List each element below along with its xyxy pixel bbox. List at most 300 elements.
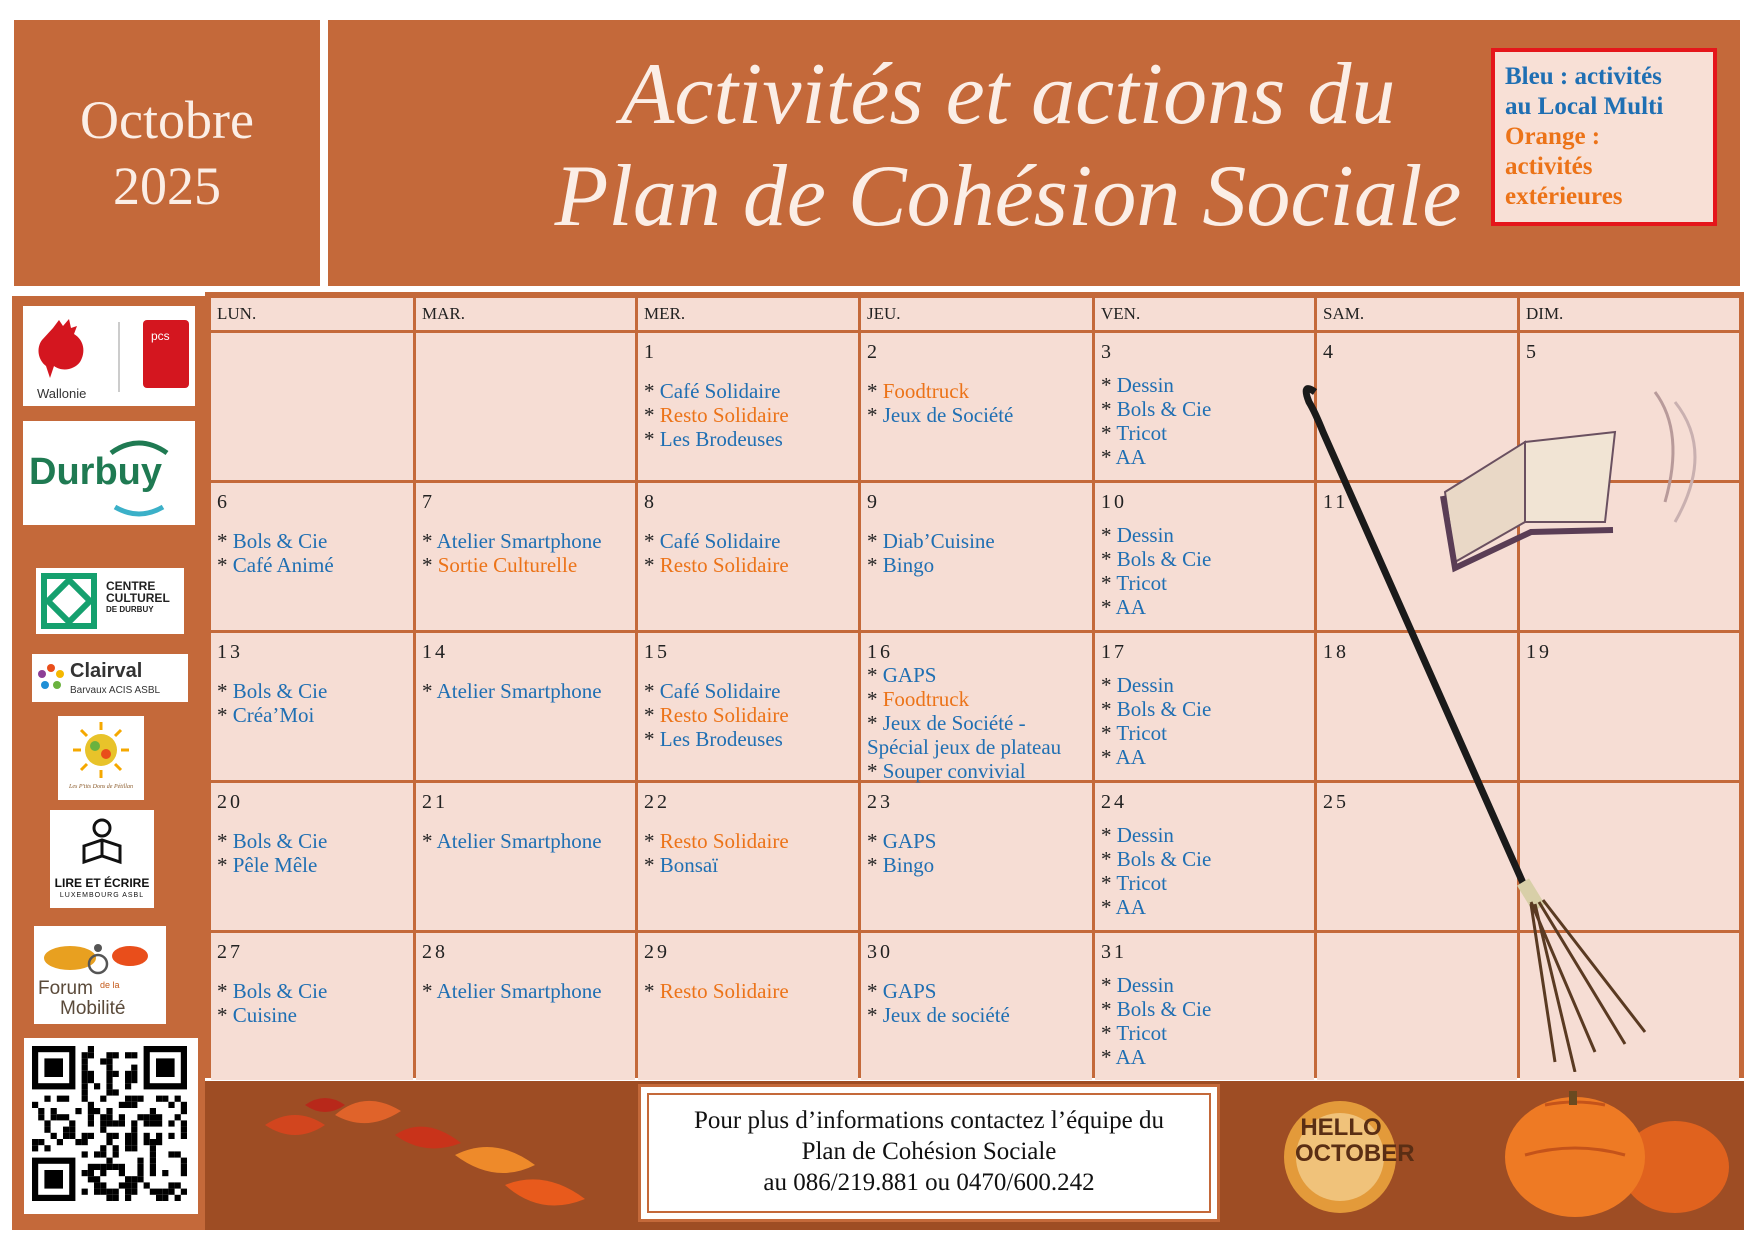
bullet-star: *	[867, 1003, 883, 1027]
activity-item	[217, 553, 334, 577]
activity-item	[1101, 523, 1211, 547]
legend-blue-line-2: au Local Multi	[1505, 93, 1664, 120]
weekday-header: VEN.	[1095, 298, 1314, 330]
activity-local: Atelier Smartphone	[436, 829, 602, 853]
day-number: 18	[1323, 641, 1349, 663]
witch-broom-book-illustration	[1295, 372, 1735, 1072]
bullet-star: *	[867, 529, 883, 553]
calendar-day-cell[interactable]	[638, 333, 858, 480]
bullet-star: *	[1101, 595, 1116, 619]
legend-orange-line-1: Orange :	[1505, 123, 1601, 150]
bullet-star: *	[1101, 871, 1117, 895]
centre-culturel-line-1: CENTRE	[106, 579, 156, 593]
legend-orange-line-3: extérieures	[1505, 183, 1623, 210]
activity-list	[644, 679, 789, 751]
bullet-star: *	[1101, 673, 1117, 697]
calendar-day-cell[interactable]	[1095, 933, 1314, 1080]
activity-list	[422, 529, 602, 577]
weekday-header-row	[211, 298, 1739, 330]
calendar-day-cell[interactable]	[416, 483, 635, 630]
bullet-star: *	[1101, 823, 1117, 847]
calendar-day-cell[interactable]	[638, 483, 858, 630]
day-number: 2	[867, 341, 880, 363]
bullet-star: *	[867, 711, 883, 735]
day-number: 16	[867, 641, 893, 663]
activity-item	[217, 703, 327, 727]
activity-item	[217, 1003, 327, 1027]
activity-item	[422, 679, 602, 703]
bullet-star: *	[867, 553, 883, 577]
activity-local: Tricot	[1116, 421, 1167, 445]
activity-local: Jeux de Société	[882, 403, 1014, 427]
day-number: 4	[1323, 341, 1336, 363]
activity-local: Bingo	[882, 853, 935, 877]
bullet-star: *	[422, 529, 437, 553]
calendar-day-cell[interactable]	[1095, 483, 1314, 630]
day-number: 14	[422, 641, 448, 663]
bullet-star: *	[644, 403, 660, 427]
activity-local: Bols & Cie	[232, 529, 328, 553]
activity-outdoor: Resto Solidaire	[659, 403, 789, 427]
activity-item	[1101, 823, 1211, 847]
activity-outdoor: Sortie Culturelle	[437, 553, 578, 577]
bullet-star: *	[217, 853, 233, 877]
bullet-star: *	[644, 727, 660, 751]
day-number: 24	[1101, 791, 1127, 813]
activity-item	[867, 711, 1061, 735]
calendar-day-cell[interactable]	[416, 633, 635, 780]
calendar-day-cell[interactable]	[1095, 783, 1314, 930]
activity-item	[867, 853, 936, 877]
activity-outdoor: Resto Solidaire	[659, 703, 789, 727]
activity-item	[217, 853, 327, 877]
activity-list	[644, 829, 789, 877]
activity-local: Bols & Cie	[1116, 397, 1212, 421]
clairval-label: Clairval	[70, 660, 143, 682]
activity-item	[867, 829, 936, 853]
activity-local: Les Brodeuses	[659, 427, 783, 451]
bullet-star: *	[644, 529, 660, 553]
activity-local: AA	[1115, 595, 1146, 619]
activity-list	[1101, 373, 1211, 469]
activity-item	[1101, 673, 1211, 697]
activity-list	[867, 829, 936, 877]
weekday-header: LUN.	[211, 298, 413, 330]
bullet-star: *	[422, 979, 437, 1003]
activity-item	[644, 703, 789, 727]
mobilite-label: Mobilité	[60, 998, 126, 1019]
calendar-day-cell[interactable]	[861, 483, 1092, 630]
activity-local: Tricot	[1116, 721, 1167, 745]
activity-list	[644, 529, 789, 577]
svg-text:pcs: pcs	[151, 329, 170, 343]
activity-item	[867, 553, 995, 577]
bullet-star: *	[1101, 421, 1117, 445]
activity-item	[644, 427, 789, 451]
activity-list	[1101, 823, 1211, 919]
activity-list	[217, 829, 327, 877]
activity-local: Diab’Cuisine	[882, 529, 995, 553]
day-number: 3	[1101, 341, 1114, 363]
centre-culturel-icon	[40, 572, 98, 630]
bullet-star: *	[1101, 547, 1117, 571]
calendar-day-cell[interactable]	[211, 783, 413, 930]
calendar-day-cell[interactable]	[1095, 333, 1314, 480]
autumn-leaves-icon	[245, 1085, 625, 1225]
activity-local: Bols & Cie	[232, 829, 328, 853]
activity-local: GAPS	[882, 663, 937, 687]
day-number: 20	[217, 791, 243, 813]
activity-item	[644, 829, 789, 853]
wallonie-label: Wallonie	[37, 386, 87, 401]
lire-ecrire-line-1: LIRE ET ÉCRIRE	[54, 876, 150, 890]
activity-local: AA	[1115, 895, 1146, 919]
bullet-star: *	[217, 703, 233, 727]
activity-item	[867, 1003, 1010, 1027]
weekday-header: MER.	[638, 298, 858, 330]
weekday-header: MAR.	[416, 298, 635, 330]
bullet-star: *	[1101, 373, 1117, 397]
bullet-star: *	[867, 829, 883, 853]
bullet-star: *	[217, 1003, 233, 1027]
centre-culturel-line-3: DE DURBUY	[106, 605, 154, 614]
activity-local: Bols & Cie	[1116, 847, 1212, 871]
calendar-day-cell[interactable]	[416, 783, 635, 930]
activity-local: Bols & Cie	[1116, 547, 1212, 571]
clairval-subtitle: Barvaux ACIS ASBL	[70, 685, 161, 696]
day-number: 29	[644, 941, 670, 963]
activity-item	[217, 829, 327, 853]
activity-item	[422, 529, 602, 553]
clairval-flower-icon	[36, 662, 66, 692]
activity-local: Café Solidaire	[659, 529, 781, 553]
activity-item	[1101, 397, 1211, 421]
bullet-star: *	[1101, 895, 1116, 919]
bullet-star: *	[1101, 1021, 1117, 1045]
activity-item	[644, 403, 789, 427]
activity-item	[1101, 745, 1211, 769]
calendar-day-cell[interactable]	[638, 783, 858, 930]
legend-orange-line-2: activités	[1505, 153, 1593, 180]
bullet-star: *	[1101, 445, 1116, 469]
activity-local: Atelier Smartphone	[436, 679, 602, 703]
activity-local: Les Brodeuses	[659, 727, 783, 751]
bullet-star: *	[644, 979, 660, 1003]
activity-local: Tricot	[1116, 871, 1167, 895]
activity-list	[422, 979, 602, 1003]
activity-local: Dessin	[1116, 523, 1174, 547]
lire-et-ecrire-logo	[50, 810, 154, 908]
activity-item	[1101, 721, 1211, 745]
weekday-header: JEU.	[861, 298, 1092, 330]
activity-item	[867, 529, 995, 553]
contact-line-1: Pour plus d’informations contactez l’équipe du	[693, 1107, 1165, 1134]
activity-local: Créa’Moi	[232, 703, 315, 727]
activity-local: Jeux de société	[882, 1003, 1010, 1027]
reader-icon	[78, 816, 126, 866]
activity-item	[422, 553, 602, 577]
qr-code-icon[interactable]	[24, 1038, 198, 1214]
contact-box	[638, 1084, 1220, 1222]
activity-local: Atelier Smartphone	[436, 529, 602, 553]
activity-item	[644, 679, 789, 703]
activity-local: Dessin	[1116, 973, 1174, 997]
lire-ecrire-line-2: LUXEMBOURG ASBL	[59, 892, 145, 899]
forum-de-la-label: de la	[100, 980, 120, 990]
activity-local: Dessin	[1116, 373, 1174, 397]
activity-item	[867, 687, 1061, 711]
durbuy-logo	[23, 421, 195, 525]
activity-local: Spécial jeux de plateau	[867, 735, 1062, 759]
activity-item	[1101, 445, 1211, 469]
activity-item	[867, 979, 1010, 1003]
bullet-star: *	[644, 853, 660, 877]
bullet-star: *	[867, 979, 883, 1003]
forum-label: Forum	[38, 978, 93, 999]
activity-item	[867, 759, 1061, 783]
activity-list	[217, 679, 327, 727]
weekday-header: SAM.	[1317, 298, 1517, 330]
activity-list	[217, 979, 327, 1027]
bullet-star: *	[867, 853, 883, 877]
legend-blue-line-1: Bleu : activités	[1505, 63, 1662, 90]
calendar-day-cell[interactable]	[861, 633, 1092, 783]
bullet-star: *	[217, 679, 233, 703]
sun-mosaic-icon	[71, 720, 131, 780]
activity-item	[1101, 373, 1211, 397]
activity-outdoor: Resto Solidaire	[659, 979, 789, 1003]
centre-culturel-line-2: CULTUREL	[106, 591, 170, 605]
activity-list	[217, 529, 334, 577]
bullet-star: *	[1101, 997, 1117, 1021]
bullet-star: *	[867, 687, 883, 711]
activity-list	[1101, 973, 1211, 1069]
activity-outdoor: Foodtruck	[882, 379, 970, 403]
activity-item	[422, 979, 602, 1003]
activity-list	[867, 979, 1010, 1027]
day-number: 6	[217, 491, 230, 513]
activity-local: Café Solidaire	[659, 379, 781, 403]
activity-local: Café Solidaire	[659, 679, 781, 703]
calendar-day-cell[interactable]	[861, 933, 1092, 1080]
activity-item	[1101, 973, 1211, 997]
activity-local: Cuisine	[232, 1003, 297, 1027]
day-number: 15	[644, 641, 670, 663]
wheelchair-leaves-icon	[40, 930, 160, 980]
partner-sidebar	[12, 296, 205, 1230]
activity-item	[644, 979, 789, 1003]
day-number: 7	[422, 491, 435, 513]
bullet-star: *	[644, 553, 660, 577]
activity-item	[644, 727, 789, 751]
calendar-day-cell[interactable]	[211, 633, 413, 780]
activity-item	[1101, 895, 1211, 919]
activity-item	[217, 529, 334, 553]
activity-item	[1101, 421, 1211, 445]
bullet-star: *	[422, 553, 438, 577]
bullet-star: *	[867, 379, 883, 403]
bullet-star: *	[867, 759, 883, 783]
calendar-day-cell[interactable]	[638, 933, 858, 1080]
calendar-day-cell[interactable]	[416, 933, 635, 1080]
activity-local: Dessin	[1116, 823, 1174, 847]
bullet-star: *	[867, 403, 883, 427]
bullet-star: *	[1101, 523, 1117, 547]
activity-local: Jeux de Société -	[882, 711, 1026, 735]
bullet-star: *	[1101, 745, 1116, 769]
activity-item	[1101, 997, 1211, 1021]
activity-local: Dessin	[1116, 673, 1174, 697]
bullet-star: *	[217, 529, 233, 553]
calendar-day-cell[interactable]	[861, 333, 1092, 480]
activity-item	[867, 403, 1013, 427]
day-number: 10	[1101, 491, 1127, 513]
calendar-day-cell[interactable]	[1095, 633, 1314, 780]
activity-item	[867, 663, 1061, 687]
calendar-day-cell[interactable]	[211, 483, 413, 630]
activity-local: Bingo	[882, 553, 935, 577]
activity-item	[217, 979, 327, 1003]
durbuy-label: Durbuy	[29, 451, 162, 493]
page-title	[388, 44, 1628, 248]
bullet-star: *	[422, 829, 437, 853]
day-number: 23	[867, 791, 893, 813]
contact-phone[interactable]: au 086/219.881 ou 0470/600.242	[763, 1169, 1095, 1196]
bullet-star: *	[1101, 397, 1117, 421]
month-year	[80, 87, 254, 219]
activity-item	[867, 379, 1013, 403]
month-label: Octobre	[80, 90, 254, 150]
activity-item	[867, 735, 1061, 759]
calendar-day-cell[interactable]	[416, 333, 635, 480]
activity-outdoor: Resto Solidaire	[659, 829, 789, 853]
activity-local: Bols & Cie	[1116, 997, 1212, 1021]
day-number: 5	[1526, 341, 1539, 363]
bullet-star: *	[217, 553, 233, 577]
activity-list	[1101, 523, 1211, 619]
october-label: OCTOBER	[1295, 1140, 1415, 1167]
activity-item	[644, 379, 789, 403]
month-box	[14, 20, 320, 286]
activity-item	[1101, 847, 1211, 871]
activity-local: Atelier Smartphone	[436, 979, 602, 1003]
activity-item	[1101, 1045, 1211, 1069]
activity-item	[644, 853, 789, 877]
activity-item	[1101, 547, 1211, 571]
activity-local: Bols & Cie	[1116, 697, 1212, 721]
activity-local: Pêle Mêle	[232, 853, 318, 877]
calendar-day-cell[interactable]	[861, 783, 1092, 930]
day-number: 28	[422, 941, 448, 963]
bullet-star: *	[644, 427, 660, 451]
bullet-star: *	[867, 663, 883, 687]
day-number: 31	[1101, 941, 1127, 963]
year-label: 2025	[112, 156, 221, 216]
bullet-star: *	[644, 829, 660, 853]
bullet-star: *	[1101, 697, 1117, 721]
clairval-logo	[32, 654, 188, 702]
forum-mobilite-logo	[34, 926, 166, 1024]
activity-list	[867, 663, 1061, 783]
bullet-star: *	[1101, 847, 1117, 871]
pumpkins-icon	[1485, 1085, 1740, 1225]
calendar-day-cell[interactable]	[211, 333, 413, 480]
day-number: 21	[422, 791, 448, 813]
activity-list	[422, 829, 602, 853]
activity-outdoor: Foodtruck	[882, 687, 970, 711]
calendar	[205, 292, 1744, 1078]
durbuy-arc-icon	[103, 429, 173, 519]
bullet-star: *	[1101, 973, 1117, 997]
activity-local: Tricot	[1116, 1021, 1167, 1045]
wallonie-pcs-logos	[23, 306, 195, 406]
activity-local: GAPS	[882, 979, 937, 1003]
bullet-star: *	[644, 379, 660, 403]
bullet-star: *	[217, 979, 233, 1003]
contact-text	[647, 1093, 1211, 1213]
title-line-1: Activités et actions du	[620, 46, 1396, 143]
activity-local: Bonsaï	[659, 853, 719, 877]
centre-culturel-logo	[36, 568, 184, 634]
day-number: 8	[644, 491, 657, 513]
book-icon	[1443, 392, 1695, 568]
title-line-2: Plan de Cohésion Sociale	[554, 148, 1462, 245]
activity-item	[1101, 595, 1211, 619]
day-number: 13	[217, 641, 243, 663]
petits-dons-label: Les P'tits Dons de Pétillan	[69, 784, 133, 790]
activity-item	[1101, 1021, 1211, 1045]
day-number: 25	[1323, 791, 1349, 813]
activity-local: Souper convivial	[882, 759, 1026, 783]
bullet-star: *	[1101, 1045, 1116, 1069]
day-number: 9	[867, 491, 880, 513]
activity-list	[644, 979, 789, 1003]
day-number: 27	[217, 941, 243, 963]
activity-local: AA	[1115, 1045, 1146, 1069]
activity-local: GAPS	[882, 829, 937, 853]
weekday-header: DIM.	[1520, 298, 1739, 330]
activity-outdoor: Resto Solidaire	[659, 553, 789, 577]
qr-code-graphic	[32, 1046, 190, 1206]
activity-local: AA	[1115, 445, 1146, 469]
bullet-star: *	[1101, 571, 1117, 595]
bullet-star: *	[644, 703, 660, 727]
day-number: 1	[644, 341, 657, 363]
activity-item	[217, 679, 327, 703]
hello-label: HELLO	[1300, 1114, 1382, 1141]
activity-list	[867, 529, 995, 577]
bullet-star: *	[644, 679, 660, 703]
calendar-day-cell[interactable]	[211, 933, 413, 1080]
contact-line-2: Plan de Cohésion Sociale	[801, 1138, 1057, 1165]
bullet-star: *	[422, 679, 437, 703]
activity-item	[644, 529, 789, 553]
activity-list	[644, 379, 789, 451]
activity-local: Bols & Cie	[232, 979, 328, 1003]
day-number: 11	[1323, 491, 1349, 513]
day-number: 19	[1526, 641, 1552, 663]
activity-list	[1101, 673, 1211, 769]
hello-october-text	[1295, 1114, 1415, 1167]
calendar-day-cell[interactable]	[638, 633, 858, 780]
color-legend	[1491, 48, 1717, 226]
bullet-star: *	[217, 829, 233, 853]
activity-list	[422, 679, 602, 703]
activity-local: Tricot	[1116, 571, 1167, 595]
activity-item	[422, 829, 602, 853]
activity-item	[1101, 571, 1211, 595]
day-number: 30	[867, 941, 893, 963]
